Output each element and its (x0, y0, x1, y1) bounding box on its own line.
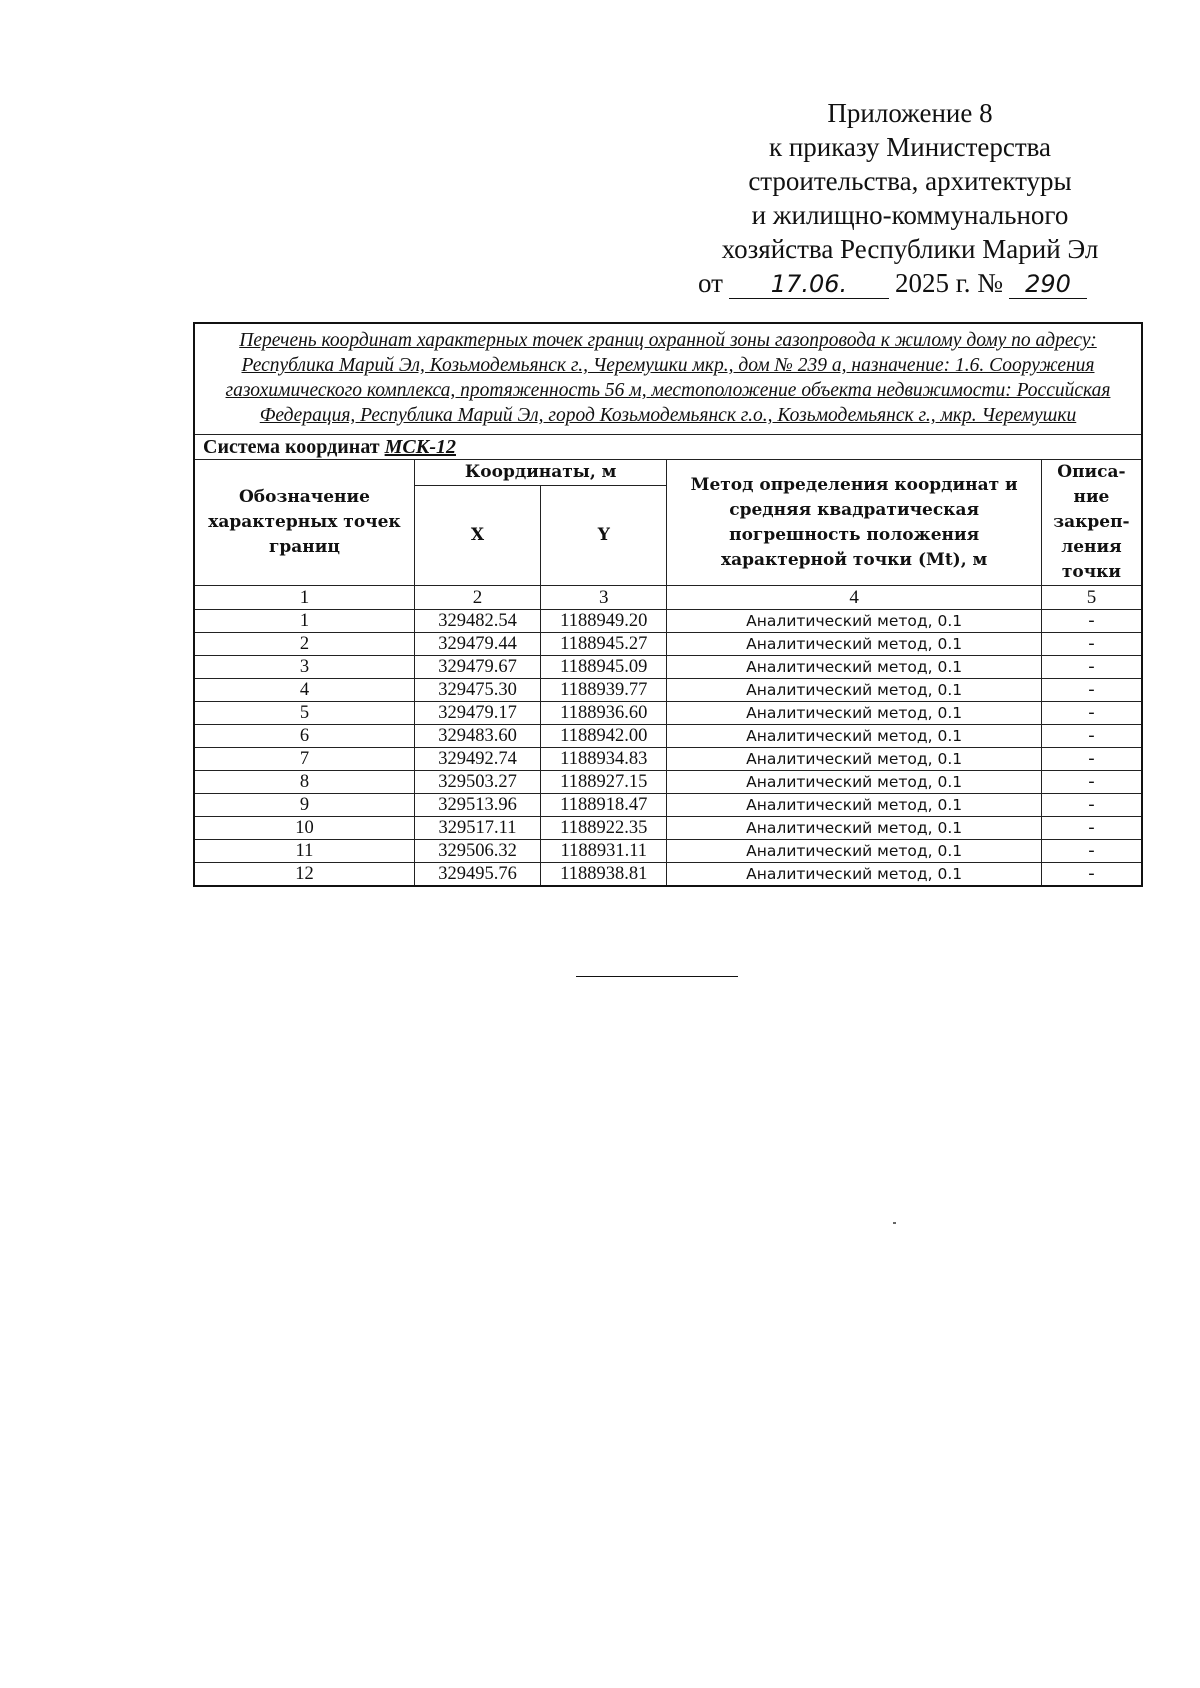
header-line-order-ref: к приказу Министерства (768, 132, 1052, 162)
description-cell: - (1041, 725, 1142, 748)
x-cell: 329506.32 (414, 840, 540, 863)
point-cell: 1 (194, 610, 414, 633)
point-cell: 7 (194, 748, 414, 771)
description-cell: - (1041, 656, 1142, 679)
table-row (194, 748, 1142, 771)
handwritten-date: 17.06. (729, 270, 889, 299)
table-row (194, 817, 1142, 840)
method-cell: Аналитический метод, 0.1 (667, 817, 1041, 840)
method-cell: Аналитический метод, 0.1 (667, 840, 1041, 863)
method-cell: Аналитический метод, 0.1 (667, 656, 1041, 679)
coordinate-system-label: Система координат (203, 436, 380, 458)
x-cell: 329503.27 (414, 771, 540, 794)
column-index: 2 (414, 586, 540, 610)
point-cell: 6 (194, 725, 414, 748)
table-row (194, 610, 1142, 633)
y-cell: 1188934.83 (541, 748, 667, 771)
x-cell: 329475.30 (414, 679, 540, 702)
description-cell: - (1041, 748, 1142, 771)
table-row (194, 794, 1142, 817)
y-cell: 1188945.27 (541, 633, 667, 656)
y-cell: 1188945.09 (541, 656, 667, 679)
point-cell: 8 (194, 771, 414, 794)
table-title: Перечень координат характерных точек границ охранной зоны газопровода к жилому дому по адресу: Республика Марий Эл, Козьмодемьянск г., Черемушки мкр., дом № 239 а, назначение: 1.6. Сооружения газохимического комплекса, протяженность 56 м, местоположение объекта недвижимости: Российская Федерация, Республика Марий Эл, город Козьмодемьянск г.о., Козьмодемьянск г., мкр. Черемушки (194, 323, 1142, 435)
x-cell: 329517.11 (414, 817, 540, 840)
coordinate-system-value: МСК-12 (384, 436, 456, 458)
x-cell: 329492.74 (414, 748, 540, 771)
description-cell: - (1041, 679, 1142, 702)
header-line-ministry-1: строительства, архитектуры (748, 166, 1072, 196)
document-header (680, 96, 1140, 300)
table-row (194, 840, 1142, 863)
coordinates-table (193, 322, 1143, 887)
y-cell: 1188936.60 (541, 702, 667, 725)
description-cell: - (1041, 633, 1142, 656)
description-cell: - (1041, 794, 1142, 817)
header-line-appendix: Приложение 8 (827, 98, 993, 128)
description-cell: - (1041, 610, 1142, 633)
method-cell: Аналитический метод, 0.1 (667, 771, 1041, 794)
method-cell: Аналитический метод, 0.1 (667, 725, 1041, 748)
method-cell: Аналитический метод, 0.1 (667, 679, 1041, 702)
point-cell: 11 (194, 840, 414, 863)
end-separator-line (576, 976, 738, 977)
table-row (194, 633, 1142, 656)
column-index: 4 (667, 586, 1041, 610)
column-index: 5 (1041, 586, 1142, 610)
y-cell: 1188949.20 (541, 610, 667, 633)
y-cell: 1188922.35 (541, 817, 667, 840)
description-cell: - (1041, 840, 1142, 863)
y-cell: 1188942.00 (541, 725, 667, 748)
x-cell: 329513.96 (414, 794, 540, 817)
date-prefix: от (698, 268, 723, 298)
order-date-line (680, 266, 1140, 300)
description-cell: - (1041, 817, 1142, 840)
header-coordinates: Координаты, м (414, 460, 667, 486)
point-cell: 9 (194, 794, 414, 817)
table-row (194, 679, 1142, 702)
method-cell: Аналитический метод, 0.1 (667, 702, 1041, 725)
method-cell: Аналитический метод, 0.1 (667, 794, 1041, 817)
x-cell: 329479.67 (414, 656, 540, 679)
header-description: Описа-ние закреп-ления точки (1041, 460, 1142, 586)
x-cell: 329479.44 (414, 633, 540, 656)
description-cell: - (1041, 771, 1142, 794)
column-index: 1 (194, 586, 414, 610)
table-row (194, 771, 1142, 794)
method-cell: Аналитический метод, 0.1 (667, 748, 1041, 771)
coordinate-system-row (194, 435, 1142, 460)
column-index: 3 (541, 586, 667, 610)
method-cell: Аналитический метод, 0.1 (667, 610, 1041, 633)
point-cell: 3 (194, 656, 414, 679)
header-line-ministry-2: и жилищно-коммунального (751, 200, 1069, 230)
point-cell: 5 (194, 702, 414, 725)
year-text: 2025 г. № (894, 268, 1003, 298)
x-cell: 329479.17 (414, 702, 540, 725)
description-cell: - (1041, 702, 1142, 725)
table-row (194, 702, 1142, 725)
header-method: Метод определения координат и средняя квадратическая погрешность положения характерной точки (Mt), м (667, 460, 1041, 586)
y-cell: 1188939.77 (541, 679, 667, 702)
header-designation: Обозначение характерных точек границ (194, 460, 414, 586)
table-row (194, 656, 1142, 679)
x-cell: 329495.76 (414, 863, 540, 887)
header-y: Y (541, 486, 667, 586)
scan-speck (893, 1222, 896, 1224)
method-cell: Аналитический метод, 0.1 (667, 863, 1041, 887)
header-x: X (414, 486, 540, 586)
description-cell: - (1041, 863, 1142, 887)
y-cell: 1188931.11 (541, 840, 667, 863)
point-cell: 10 (194, 817, 414, 840)
point-cell: 2 (194, 633, 414, 656)
y-cell: 1188918.47 (541, 794, 667, 817)
handwritten-order-number: 290 (1009, 270, 1087, 299)
point-cell: 12 (194, 863, 414, 887)
table-row (194, 725, 1142, 748)
y-cell: 1188927.15 (541, 771, 667, 794)
point-cell: 4 (194, 679, 414, 702)
x-cell: 329482.54 (414, 610, 540, 633)
table-row (194, 863, 1142, 887)
method-cell: Аналитический метод, 0.1 (667, 633, 1041, 656)
y-cell: 1188938.81 (541, 863, 667, 887)
x-cell: 329483.60 (414, 725, 540, 748)
header-line-ministry-3: хозяйства Республики Марий Эл (721, 234, 1099, 264)
